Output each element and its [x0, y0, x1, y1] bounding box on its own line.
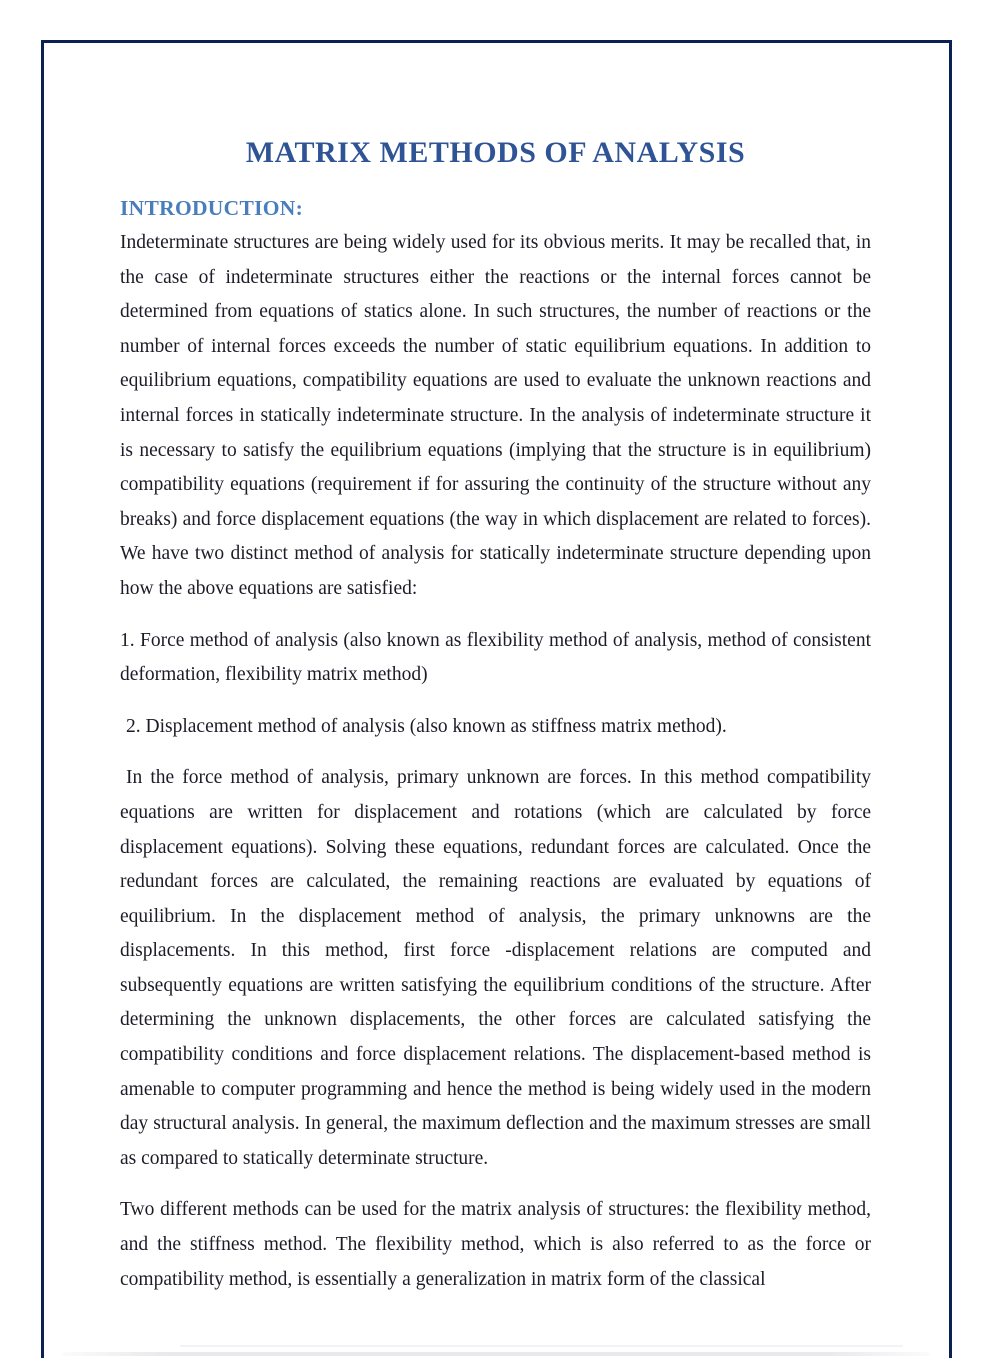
page-content	[44, 43, 949, 1297]
page-bottom-shadow-band	[62, 1352, 930, 1356]
intro-heading: INTRODUCTION:	[120, 196, 304, 220]
paragraph-force-vs-displacement: In the force method of analysis, primary unknown are forces. In this method compatibility equations are written for displacement and rotations (which are calculated by force displacement equations). Solving these equations, redundant forces are calculated. Once the redundant forces are calculated, the remaining reactions are evaluated by equations of equilibrium. In the displacement method of analysis, the primary unknowns are the displacements. In this method, first force -displacement relations are computed and subsequently equations are written satisfying the equilibrium conditions of the structure. After determining the unknown displacements, the other forces are calculated satisfying the compatibility conditions and force displacement relations. The displacement-based method is amenable to computer programming and hence the method is being widely used in the modern day structural analysis. In general, the maximum deflection and the maximum stresses are small as compared to statically determinate structure.	[120, 767, 871, 1169]
list-item-displacement-method: 2. Displacement method of analysis (also known as stiffness matrix method).	[126, 715, 727, 737]
list-item-force-method: 1. Force method of analysis (also known as flexibility method of analysis, method of consistent deformation, flexibility matrix method)	[120, 629, 871, 686]
paragraph-two-methods: Two different methods can be used for the matrix analysis of structures: the flexibility method, and the stiffness method. The flexibility method, which is also referred to as the force or compatibility method, is essentially a generalization in matrix form of the classical	[120, 1199, 871, 1290]
page-title: MATRIX METHODS OF ANALYSIS	[245, 136, 746, 169]
page-bottom-shadow-line	[180, 1345, 903, 1347]
paragraph-introduction: Indeterminate structures are being widely used for its obvious merits. It may be recalled that, in the case of indeterminate structures either the reactions or the internal forces cannot be determined from equations of statics alone. In such structures, the number of reactions or the number of internal forces exceeds the number of static equilibrium equations. In addition to equilibrium equations, compatibility equations are used to evaluate the unknown reactions and internal forces in statically indeterminate structure. In the analysis of indeterminate structure it is necessary to satisfy the equilibrium equations (implying that the structure is in equilibrium) compatibility equations (requirement if for assuring the continuity of the structure without any breaks) and force displacement equations (the way in which displacement are related to forces). We have two distinct method of analysis for statically indeterminate structure depending upon how the above equations are satisfied:	[120, 232, 871, 599]
page-border-frame	[41, 40, 952, 1358]
